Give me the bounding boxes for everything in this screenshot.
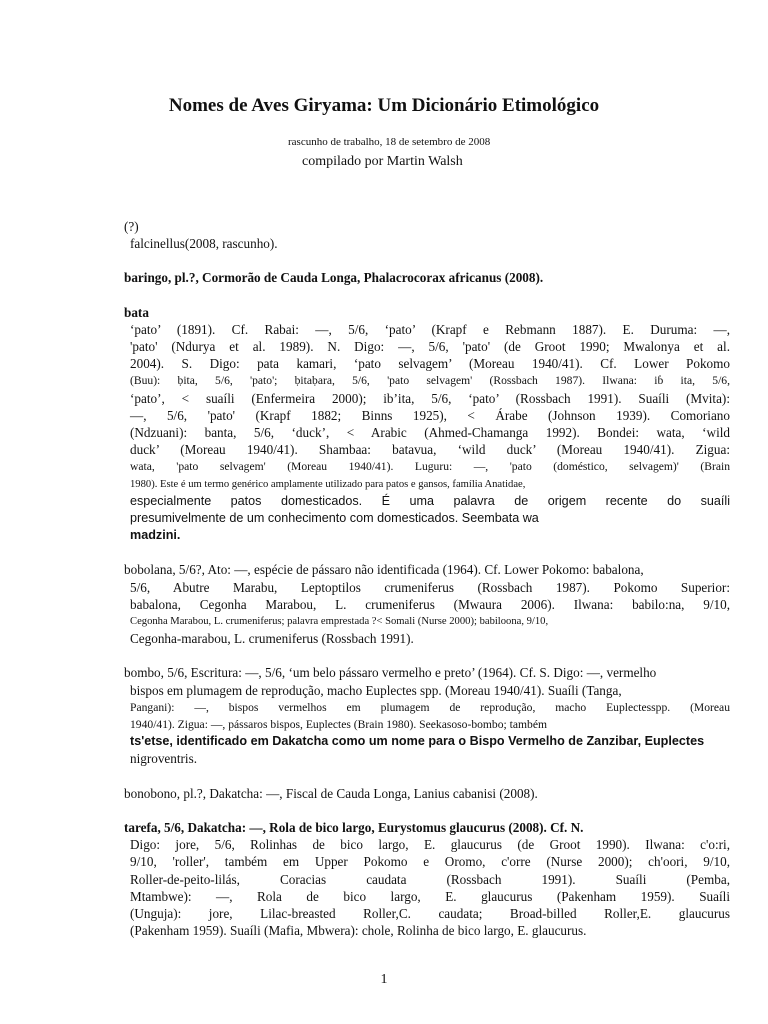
entry-text: (Ndzuani): banta, 5/6, ‘duck’, < Arabic (Ahmed-Chamanga 1992). Bondei: wata, ‘wild <box>130 425 730 441</box>
entry-text: 5/6, Abutre Marabu, Leptoptilos crumeniferus (Rossbach 1987). Pokomo Superior: <box>130 579 730 595</box>
entry-text: ‘pato’ (1891). Cf. Rabai: —, 5/6, ‘pato’ (Krapf e Rebmann 1887). E. Duruma: —, <box>130 321 730 337</box>
entry-head: bonobono, pl.?, Dakatcha: —, Fiscal de Cauda Longa, Lanius cabanisi (2008). <box>124 785 538 801</box>
entry-text: babalona, Cegonha Marabou, L. crumeniferus (Mwaura 2006). Ilwana: babilo:na, 9/10, <box>130 596 730 612</box>
entry-text: Roller-de-peito-lilás, Coracias caudata (Rossbach 1991). Suaíli (Pemba, <box>130 871 730 887</box>
dictionary-body <box>124 218 730 956</box>
entry-text: (Pakenham 1959). Suaíli (Mafia, Mbwera): chole, Rolinha de bico largo, E. glaucurus. <box>130 923 587 939</box>
entry-bombo <box>124 664 730 767</box>
entry-text: 2004). S. Digo: pata kamari, ‘pato selvagem’ (Moreau 1940/41). Cf. Lower Pokomo <box>130 356 730 372</box>
entry-text: Cegonha-marabou, L. crumeniferus (Rossbach 1991). <box>130 631 414 647</box>
entry-tarefa <box>124 819 730 939</box>
entry-text: bispos em plumagem de reprodução, macho Euplectes spp. (Moreau 1940/41). Suaíli (Tanga, <box>130 682 622 698</box>
entry-text: 1940/41). Zigua: —, pássaros bispos, Euplectes (Brain 1980). Seekasoso-bombo; também <box>130 718 547 732</box>
entry-head: bobolana, 5/6?, Ato: —, espécie de pássaro não identificada (1964). Cf. Lower Pokomo: babalona, <box>124 562 644 578</box>
entry-head: bombo, 5/6, Escritura: —, 5/6, ‘um belo pássaro vermelho e preto’ (1964). Cf. S. Digo: —, vermelho <box>124 665 657 681</box>
entry-text: madzini. <box>130 528 181 543</box>
entry-text: ‘pato’, < suaíli (Enfermeira 2000); ib’ita, 5/6, ‘pato’ (Rossbach 1991). Suaíli (Mvita): <box>130 390 730 406</box>
entry-text: duck’ (Moreau 1940/41). Shambaa: batavua, ‘wild duck’ (Moreau 1940/41). Zigua: <box>130 442 730 458</box>
entry-bata <box>124 304 730 545</box>
entry-head: (?) <box>124 219 139 234</box>
entry-unknown <box>124 218 730 252</box>
entry-text: wata, 'pato selvagem' (Moreau 1940/41). Luguru: —, 'pato (doméstico, selvagem)' (Brain <box>130 460 730 474</box>
compiler-credit: compilado por Martin Walsh <box>302 154 463 169</box>
entry-head: bata <box>124 304 149 320</box>
entry-text: nigroventris. <box>130 751 198 767</box>
entry-text: especialmente patos domesticados. É uma palavra de origem recente do suaíli <box>130 493 730 508</box>
entry-text: (Buu): ḅita, 5/6, 'pato'; ḅitaḅara, 5/6, 'pato selvagem' (Rossbach 1987). Ilwana: iɓ ita, 5/6, <box>130 374 730 388</box>
entry-head: baringo, pl.?, Cormorão de Cauda Longa, Phalacrocorax africanus (2008). <box>124 270 544 286</box>
entry-text: falcinellus(2008, rascunho). <box>130 236 278 252</box>
draft-date: rascunho de trabalho, 18 de setembro de 2008 <box>288 136 491 148</box>
document-title: Nomes de Aves Giryama: Um Dicionário Etimológico <box>168 95 600 116</box>
entry-baringo <box>124 269 730 286</box>
entry-text: Mtambwe): —, Rola de bico largo, E. glaucurus (Pakenham 1959). Suaíli <box>130 888 730 904</box>
entry-text: 'pato' (Ndurya et al. 1989). N. Digo: —, 5/6, 'pato' (de Groot 1990; Mwalonya et al. <box>130 339 730 355</box>
entry-text: ts'etse, identificado em Dakatcha como um nome para o Bispo Vermelho de Zanzibar, Euplectes <box>130 734 705 749</box>
entry-text: —, 5/6, 'pato' (Krapf 1882; Binns 1925), < Árabe (Johnson 1939). Comoriano <box>130 407 730 423</box>
entry-text: Pangani): —, bispos vermelhos em plumagem de reprodução, macho Euplectesspp. (Moreau <box>130 700 730 714</box>
entry-text: (Unguja): jore, Lilac-breasted Roller,C. caudata; Broad-billed Roller,E. glaucurus <box>130 905 730 921</box>
entry-head: tarefa, 5/6, Dakatcha: —, Rola de bico largo, Eurystomus glaucurus (2008). Cf. N. <box>124 819 584 835</box>
page-number: 1 <box>380 972 388 987</box>
entry-bonobono <box>124 785 730 802</box>
entry-text: Digo: jore, 5/6, Rolinhas de bico largo, E. glaucurus (de Groot 1990). Ilwana: c'o:ri, <box>130 837 730 853</box>
entry-text: 1980). Este é um termo genérico amplamente utilizado para patos e gansos, família Anatidae, <box>130 478 526 490</box>
entry-text: 9/10, 'roller', também em Upper Pokomo e Oromo, c'orre (Nurse 2000); ch'oori, 9/10, <box>130 854 730 870</box>
entry-text: Cegonha Marabou, L. crumeniferus; palavra emprestada ?< Somali (Nurse 2000); babiloona, 9/10, <box>130 616 549 628</box>
entry-text: presumivelmente de um conhecimento com domesticados. Seembata wa <box>130 511 539 526</box>
entry-bobolana <box>124 561 730 647</box>
